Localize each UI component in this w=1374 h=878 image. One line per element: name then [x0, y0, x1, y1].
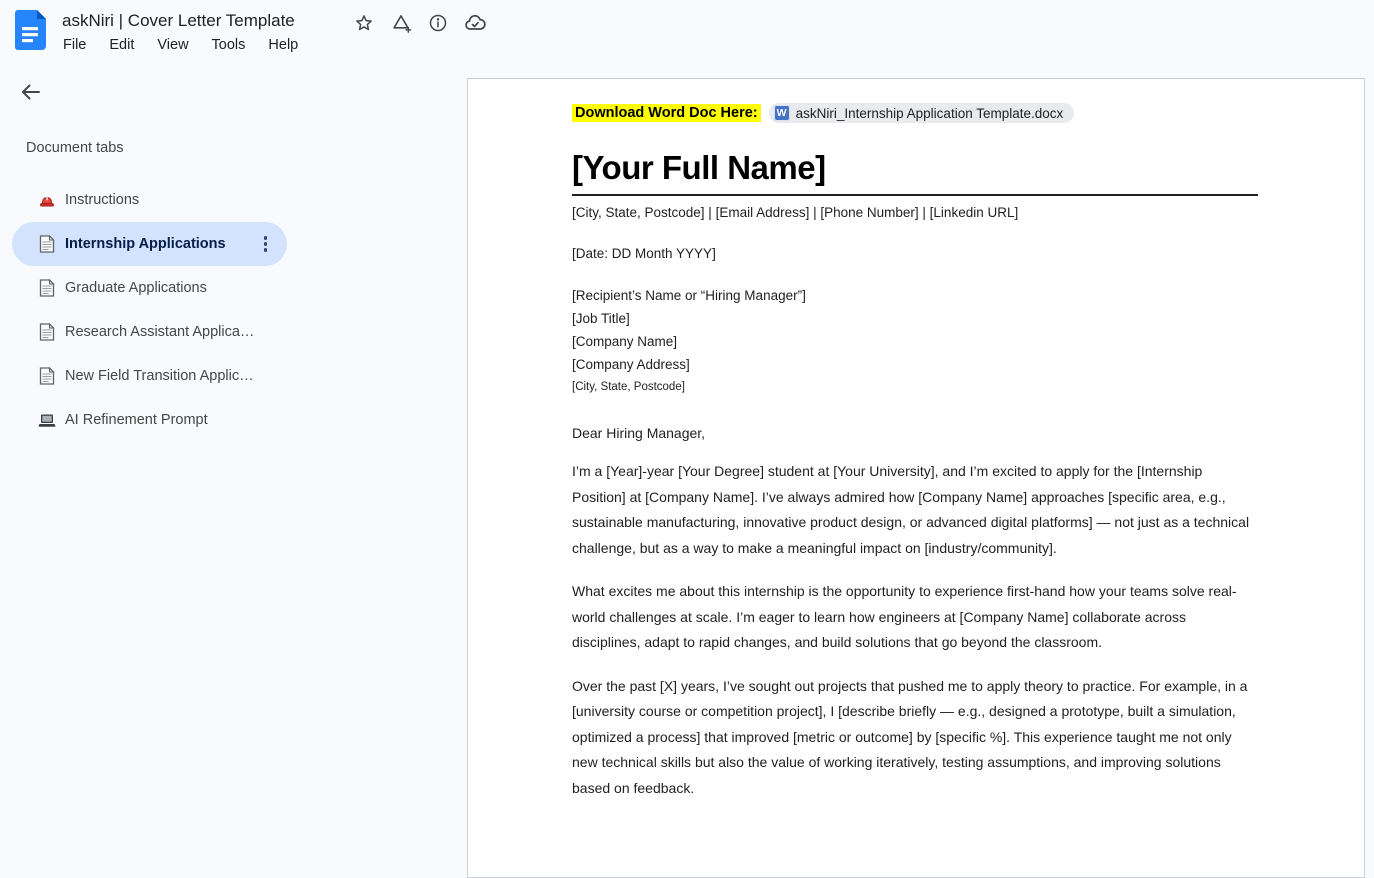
contact-line: [City, State, Postcode] | [Email Address] | [Phone Number] | [Linkedin URL] [572, 205, 1019, 220]
body-paragraph-3: Over the past [X] years, I’ve sought out projects that pushed me to apply theory to practice. For example, in a [university course or competition project], I [describe briefly — e.g., designed a prototype, built a simulation, optimized a process] that improved [metric or outcome] by [specific %]. This experience taught me not only new technical skills but also the value of working iteratively, testing assumptions, and improving solutions based on feedback. [572, 677, 1248, 796]
tab-label: AI Refinement Prompt [65, 412, 208, 428]
attachment-filename: askNiri_Internship Application Template.docx [795, 105, 1064, 121]
document-page [467, 78, 1365, 878]
tab-label: New Field Transition Applic… [65, 368, 254, 384]
recipient-company-address-line: [Company Address] [572, 357, 690, 372]
siren-icon [38, 191, 56, 209]
body-paragraph-1: I’m a [Year]-year [Your Degree] student at [Your University], and I’m excited to apply for the [Internship Position] at [Company Name]. I’ve always admired how [Company Name] approaches [specific area, e.g., sustainable manufacturing, innovative product design, or advanced digital platforms] — not just as a technical challenge, but as a way to make a meaningful impact on [industry/community]. [572, 463, 1250, 556]
body-paragraph-2: What excites me about this internship is the opportunity to experience first-hand how your teams solve real-world challenges at scale. I’m eager to learn how engineers at [Company Name] collaborate across disciplines, adapt to rapid changes, and build solutions that go beyond the classroom. [572, 583, 1237, 650]
tab-instructions[interactable] [12, 178, 287, 222]
tab-options-kebab-icon[interactable] [264, 236, 268, 252]
recipient-city-line: [City, State, Postcode] [572, 381, 685, 393]
recipient-name-line: [Recipient’s Name or “Hiring Manager”] [572, 288, 806, 303]
back-arrow-icon[interactable] [17, 78, 45, 106]
document-icon [38, 235, 56, 253]
tab-label: Instructions [65, 192, 140, 208]
recipient-job-title-line: [Job Title] [572, 311, 630, 326]
document-title[interactable]: askNiri | Cover Letter Template [62, 11, 295, 30]
laptop-icon [38, 411, 56, 429]
word-doc-attachment-chip[interactable] [769, 103, 1075, 123]
menu-edit[interactable]: Edit [109, 37, 135, 53]
cloud-saved-icon[interactable] [463, 11, 487, 35]
sidebar-section-title: Document tabs [26, 140, 124, 156]
tab-research-assistant-applications[interactable] [12, 310, 287, 354]
info-icon[interactable] [426, 11, 450, 35]
menu-bar [63, 37, 298, 53]
app-header [0, 0, 1374, 70]
tab-graduate-applications[interactable] [12, 266, 287, 310]
google-docs-logo-icon[interactable] [15, 10, 46, 55]
add-shortcut-icon[interactable] [389, 11, 413, 35]
download-label: Download Word Doc Here: [572, 104, 761, 122]
menu-tools[interactable]: Tools [211, 37, 246, 53]
menu-view[interactable]: View [157, 37, 189, 53]
letter-title: [Your Full Name] [572, 149, 1258, 196]
header-action-icons [352, 11, 487, 35]
download-row [572, 102, 1263, 124]
salutation: Dear Hiring Manager, [572, 425, 706, 441]
document-icon [38, 323, 56, 341]
word-file-icon: W [774, 105, 790, 121]
tab-label: Graduate Applications [65, 280, 207, 296]
star-icon[interactable] [352, 11, 376, 35]
date-line: [Date: DD Month YYYY] [572, 246, 716, 261]
tab-label: Research Assistant Applica… [65, 324, 255, 340]
tab-list [0, 178, 300, 442]
tab-internship-applications[interactable] [12, 222, 287, 266]
menu-file[interactable]: File [63, 37, 87, 53]
document-icon [38, 279, 56, 297]
document-icon [38, 367, 56, 385]
recipient-block [572, 284, 1263, 399]
tab-label: Internship Applications [65, 236, 226, 252]
tab-new-field-transition-applications[interactable] [12, 354, 287, 398]
recipient-company-name-line: [Company Name] [572, 334, 678, 349]
tab-ai-refinement-prompt[interactable] [12, 398, 287, 442]
menu-help[interactable]: Help [268, 37, 299, 53]
